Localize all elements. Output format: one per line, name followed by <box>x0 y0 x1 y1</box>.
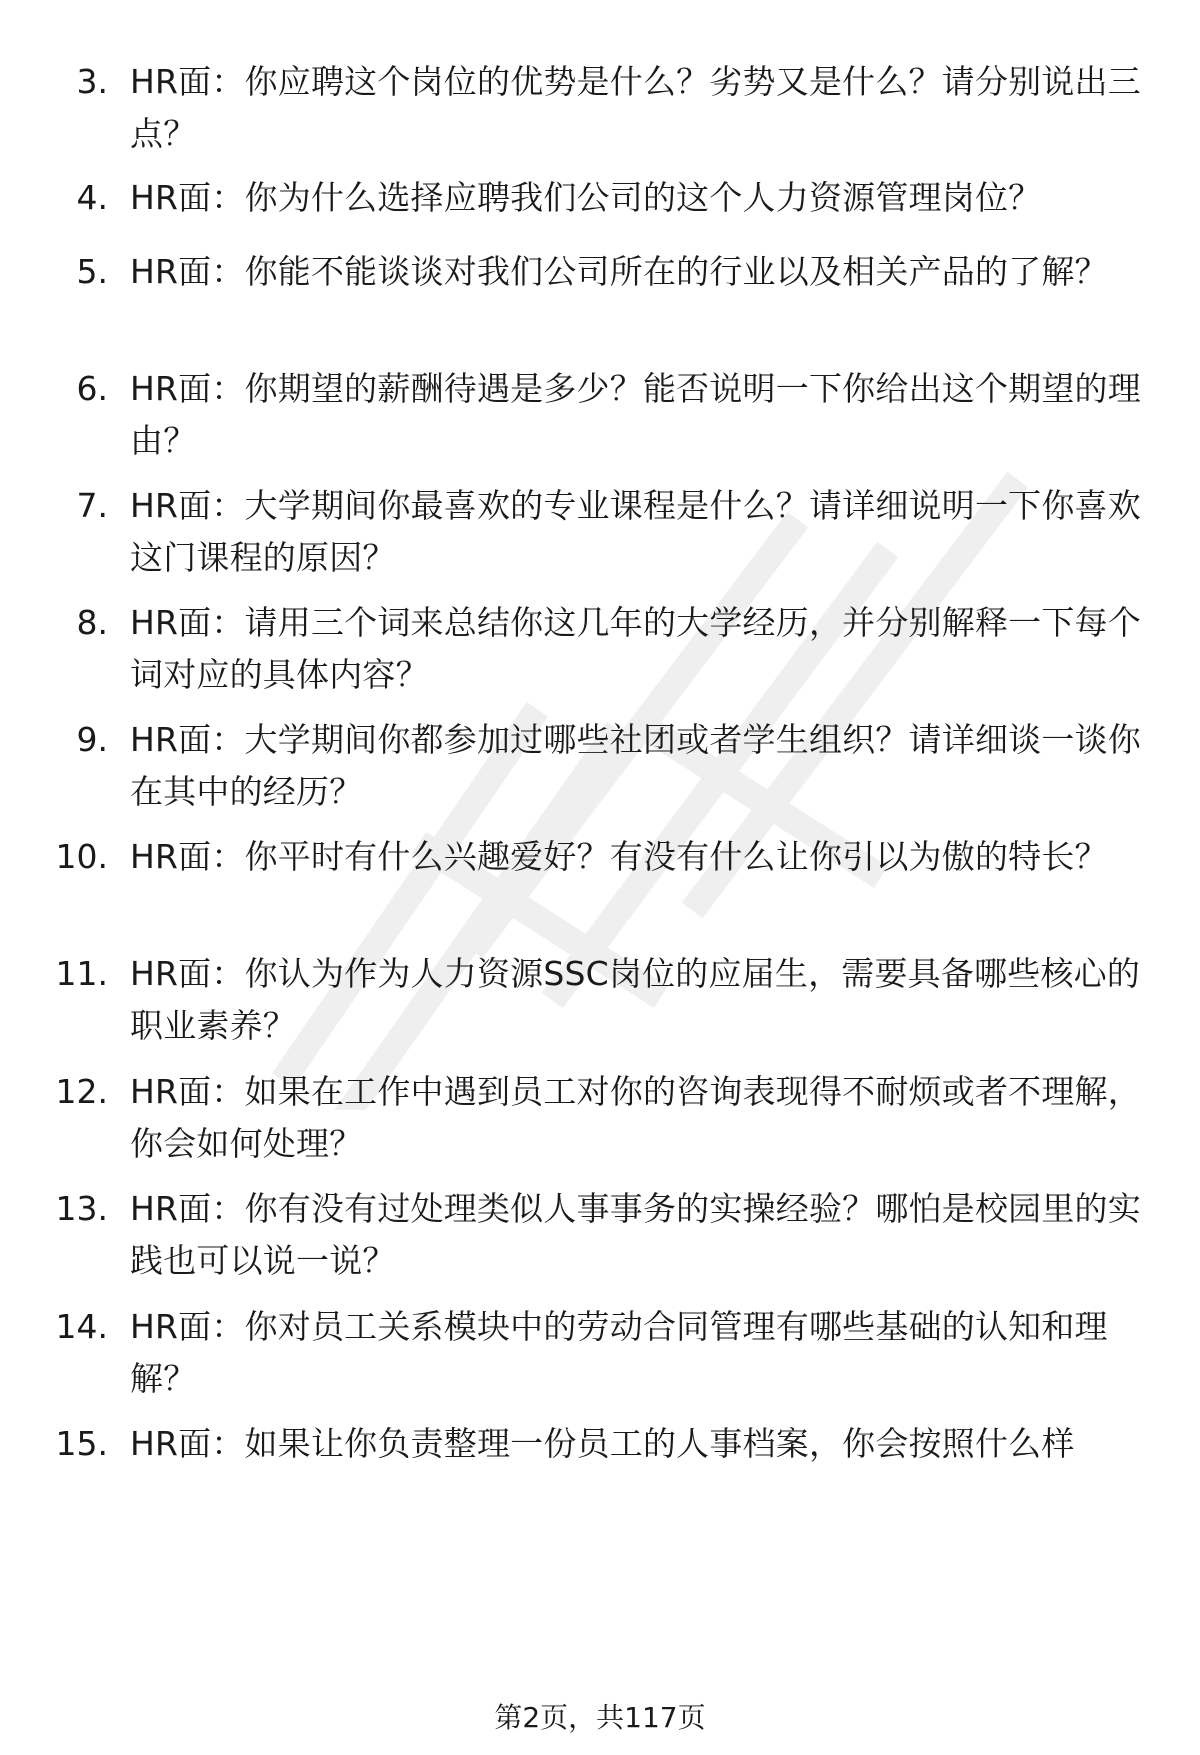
question-text: HR面：请用三个词来总结你这几年的大学经历，并分别解释一下每个词对应的具体内容？ <box>130 603 1141 694</box>
question-number: 11. <box>55 954 108 993</box>
question-item <box>0 948 1200 1058</box>
question-text: HR面：你平时有什么兴趣爱好？有没有什么让你引以为傲的特长？ <box>130 837 1108 876</box>
question-text: HR面：你有没有过处理类似人事事务的实操经验？哪怕是校园里的实践也可以说一说？ <box>130 1189 1141 1280</box>
question-text: HR面：如果让你负责整理一份员工的人事档案，你会按照什么样 <box>130 1424 1075 1463</box>
question-text: HR面：你对员工关系模块中的劳动合同管理有哪些基础的认知和理解？ <box>130 1307 1108 1398</box>
question-item <box>0 1418 1200 1528</box>
question-text: HR面：大学期间你最喜欢的专业课程是什么？请详细说明一下你喜欢这门课程的原因？ <box>130 486 1141 577</box>
question-number: 9. <box>76 720 108 759</box>
question-number: 4. <box>76 178 108 217</box>
question-text: HR面：大学期间你都参加过哪些社团或者学生组织？请详细谈一谈你在其中的经历？ <box>130 720 1141 811</box>
question-number: 8. <box>76 603 108 642</box>
question-text: HR面：你能不能谈谈对我们公司所在的行业以及相关产品的了解？ <box>130 252 1108 291</box>
question-number: 10. <box>55 837 108 876</box>
question-number: 6. <box>76 369 108 408</box>
question-item <box>0 1301 1200 1411</box>
question-item <box>0 597 1200 707</box>
page-number-footer: 第2页，共117页 <box>494 1701 706 1734</box>
question-text: HR面：你为什么选择应聘我们公司的这个人力资源管理岗位？ <box>130 178 1042 217</box>
question-item <box>0 363 1200 473</box>
question-item <box>0 1066 1200 1176</box>
question-item <box>0 714 1200 824</box>
question-item <box>0 1183 1200 1293</box>
question-item <box>0 480 1200 590</box>
question-item <box>0 831 1200 941</box>
question-text: HR面：你期望的薪酬待遇是多少？能否说明一下你给出这个期望的理由？ <box>130 369 1141 460</box>
question-number: 13. <box>55 1189 108 1228</box>
question-text: HR面：如果在工作中遇到员工对你的咨询表现得不耐烦或者不理解，你会如何处理？ <box>130 1072 1141 1163</box>
question-text: HR面：你认为作为人力资源SSC岗位的应届生，需要具备哪些核心的职业素养？ <box>130 954 1141 1045</box>
question-number: 7. <box>76 486 108 525</box>
question-number: 15. <box>55 1424 108 1463</box>
question-item <box>0 56 1200 166</box>
question-number: 5. <box>76 252 108 291</box>
question-number: 14. <box>55 1307 108 1346</box>
question-number: 12. <box>55 1072 108 1111</box>
question-text: HR面：你应聘这个岗位的优势是什么？劣势又是什么？请分别说出三点？ <box>130 62 1141 153</box>
question-item <box>0 246 1200 356</box>
question-number: 3. <box>76 62 108 101</box>
